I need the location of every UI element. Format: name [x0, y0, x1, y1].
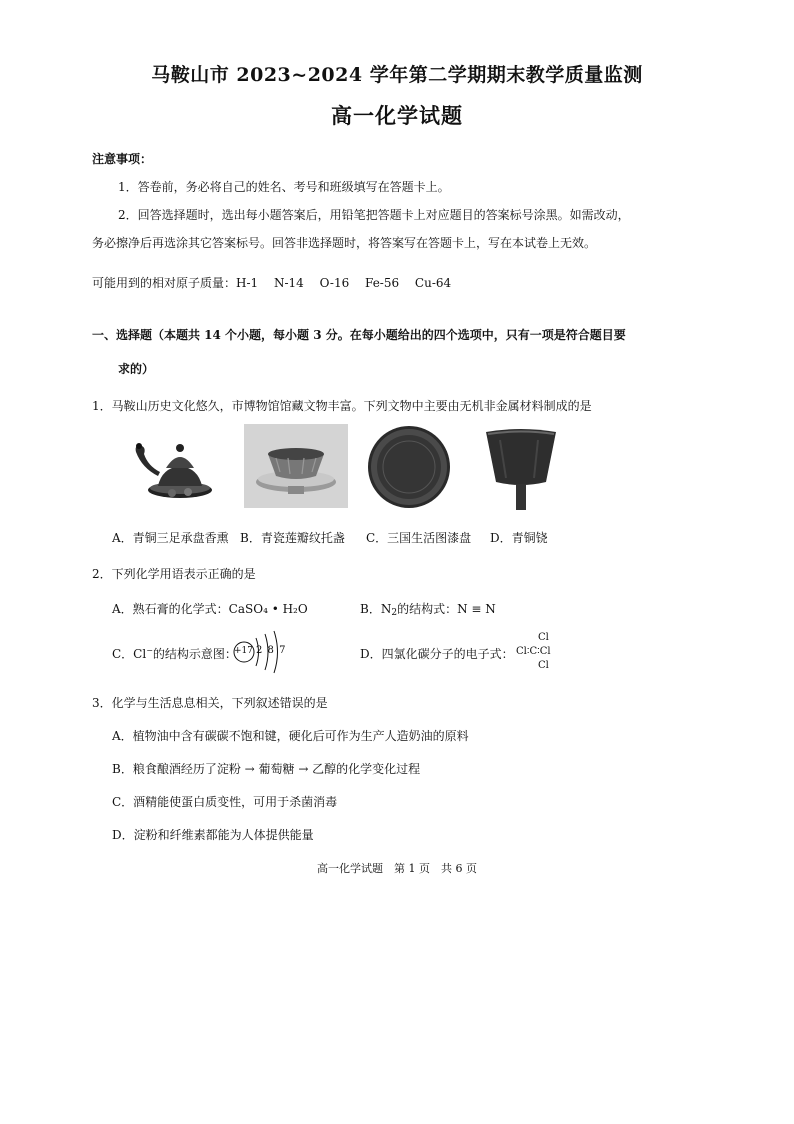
q2-option-b-subscript: 2: [391, 608, 398, 618]
q2-option-b-prefix: B．N: [360, 602, 392, 616]
q2-option-c-prefix: C．Cl: [112, 647, 147, 661]
q2-stem: 2．下列化学用语表示正确的是: [92, 567, 256, 581]
electron-shells: 2 8 7: [256, 645, 287, 656]
q1-option-c: C．三国生活图漆盘: [366, 531, 472, 545]
q2-option-d: D．四氯化碳分子的电子式：: [360, 647, 514, 661]
page-footer: 高一化学试题 第 1 页 共 6 页: [317, 862, 477, 875]
q3-option-b: B．粮食酿酒经历了淀粉 → 葡萄糖 → 乙醇的化学变化过程: [112, 762, 421, 776]
exam-subtitle: 高一化学试题: [331, 103, 463, 128]
ccl4-middle: Cl∶C∶Cl: [516, 646, 551, 657]
q1-option-d: D．青铜铙: [490, 531, 548, 545]
notes-item-1: 1．答卷前，务必将自己的姓名、考号和班级填写在答题卡上。: [118, 180, 450, 194]
exam-title: 马鞍山市 2023~2024 学年第二学期期末教学质量监测: [151, 64, 643, 86]
celadon-cup-saucer-image: [244, 424, 348, 508]
q3-option-a: A．植物油中含有碳碳不饱和键，硬化后可作为生产人造奶油的原料: [112, 729, 469, 743]
q3-stem: 3．化学与生活息息相关，下列叙述错误的是: [92, 696, 328, 710]
bronze-bell-image: [476, 426, 566, 512]
q2-option-c: [112, 645, 237, 662]
notes-item-2-line-1: 2．回答选择题时，选出每小题答案后，用铅笔把答题卡上对应题目的答案标号涂黑。如需改动，: [118, 208, 630, 222]
q1-option-b: B．青瓷莲瓣纹托盏: [240, 531, 345, 545]
chlorine-ion-structure-diagram: [230, 628, 292, 676]
section-1-heading: 一、选择题（本题共 14 个小题，每小题 3 分。在每小题给出的四个选项中，只有一项是符合题目要: [92, 328, 626, 342]
atomic-masses: 可能用到的相对原子质量：H-1 N-14 O-16 Fe-56 Cu-64: [92, 276, 452, 290]
notes-item-2-line-2: 务必擦净后再选涂其它答案标号。回答非选择题时，将答案写在答题卡上，写在本试卷上无效。: [92, 236, 597, 250]
notes-heading: 注意事项：: [92, 152, 153, 166]
q2-option-c-superscript: −: [146, 646, 153, 655]
q2-option-a-formula: CaSO₄ • H₂O: [228, 602, 308, 616]
q1-option-a: A．青铜三足承盘香熏: [112, 531, 229, 545]
bronze-incense-burner-image: [122, 428, 232, 508]
q3-option-c: C．酒精能使蛋白质变性，可用于杀菌消毒: [112, 795, 338, 809]
q2-option-b-suffix: 的结构式：N ≡ N: [397, 602, 496, 616]
q2-option-c-suffix: 的结构示意图：: [152, 647, 237, 661]
lacquer-plate-image: [366, 424, 452, 510]
section-1-heading-cont: 求的）: [118, 362, 155, 376]
ccl4-electron-formula: [516, 632, 576, 674]
q2-option-a: [112, 600, 308, 617]
q1-stem: 1．马鞍山历史文化悠久，市博物馆馆藏文物丰富。下列文物中主要由无机非金属材料制成的是: [92, 399, 592, 413]
ccl4-bottom-cl: Cl: [538, 660, 549, 671]
q2-option-a-prefix: A．熟石膏的化学式：: [112, 602, 229, 616]
nucleus-charge: +17: [234, 646, 253, 656]
q3-option-d: D．淀粉和纤维素都能为人体提供能量: [112, 828, 314, 842]
ccl4-top-cl: Cl: [538, 632, 549, 643]
q2-option-b: [360, 600, 496, 618]
